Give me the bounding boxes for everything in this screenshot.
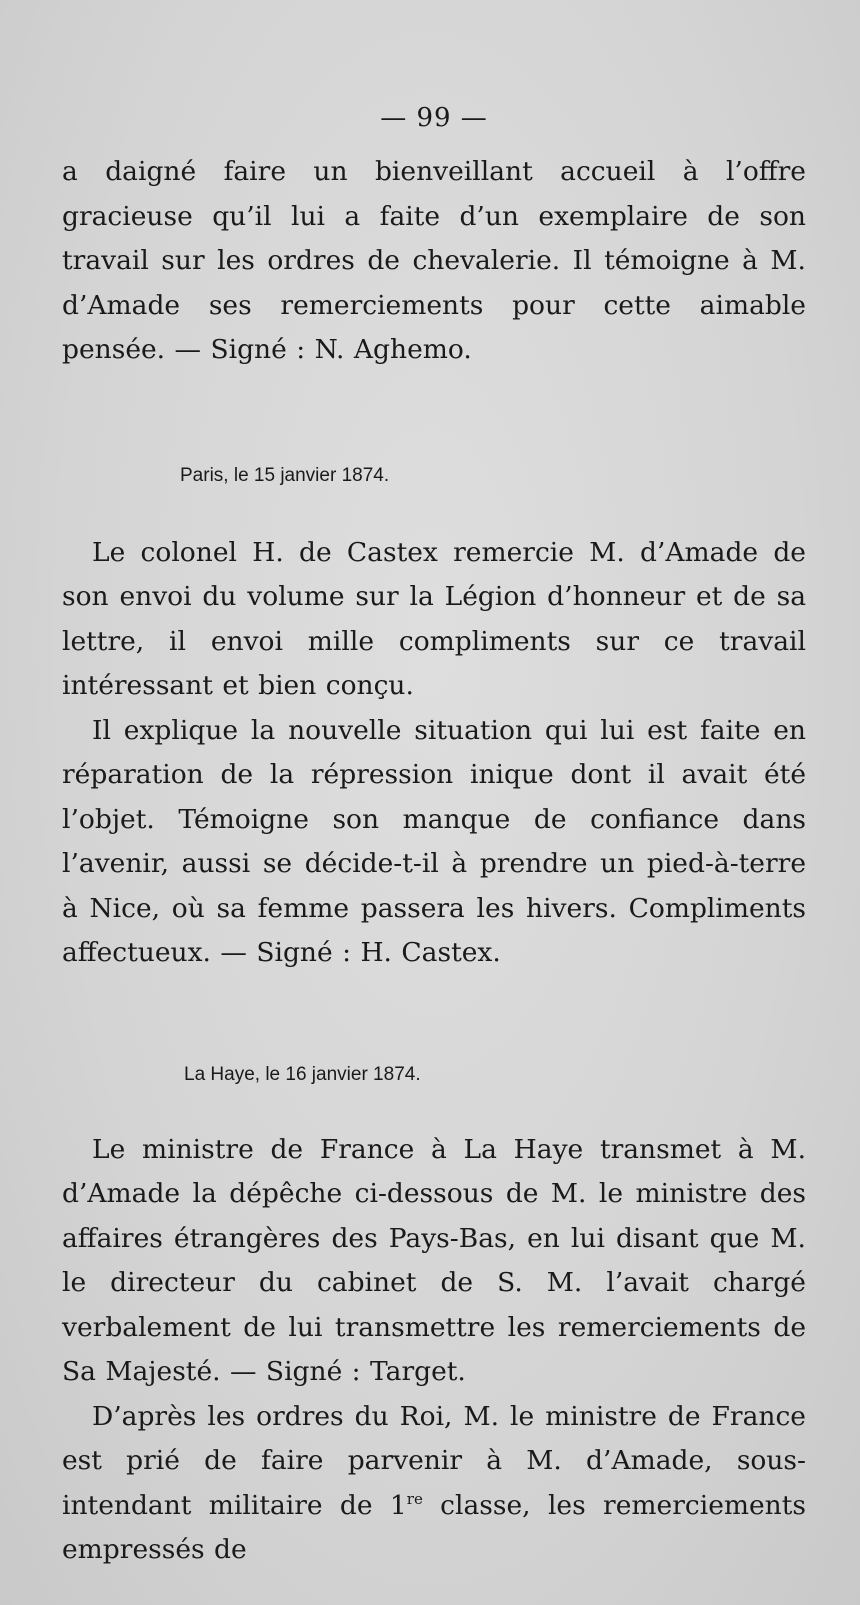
dateline-la-haye: La Haye, le 16 janvier 1874. — [184, 1063, 421, 1085]
ordinal-superscript: re — [406, 1489, 423, 1508]
paragraph-roi-text-start: D’après les ordres du Roi, M. le ministre de France est prié de faire parvenir à M. d’Amade, sous-intendant militaire de 1 — [62, 1400, 806, 1521]
paragraph-aghemo: a daigné faire un bienveillant accueil à l’offre gracieuse qu’il lui a faite d’un exemplaire de son travail sur les ordres de chevalerie. Il témoigne à M. d’Amade ses remerciements pour cette aimable pensée. — Signé : N. Aghemo. — [62, 156, 806, 365]
paragraph-target: Le ministre de France à La Haye transmet à M. d’Amade la dépêche ci-dessous de M. le ministre des affaires étrangères des Pays-Bas, en lui disant que M. le directeur du cabinet de S. M. l’avait chargé verbalement de lui transmettre les remerciements de Sa Majesté. — Signé : Target. — [62, 1133, 806, 1387]
paragraph-roi — [62, 1395, 806, 1573]
paragraph-castex-2: Il explique la nouvelle situation qui lui est faite en réparation de la répression inique dont il avait été l’objet. Témoigne son manque de confiance dans l’avenir, aussi se décide-t-il à prendre un pied-à-terre à Nice, où sa femme passera les hivers. Compliments affectueux. — Signé : H. Castex. — [62, 714, 806, 968]
document-page — [62, 96, 806, 1573]
page-number: — 99 — — [380, 103, 488, 133]
paragraph-castex-1: Le colonel H. de Castex remercie M. d’Amade de son envoi du volume sur la Légion d’honneur et de sa lettre, il envoi mille compliments sur ce travail intéressant et bien conçu. — [62, 536, 806, 701]
dateline-paris: Paris, le 15 janvier 1874. — [180, 464, 390, 486]
paragraph-roi-text-end: classe, les remerciements empressés de — [62, 1489, 806, 1565]
